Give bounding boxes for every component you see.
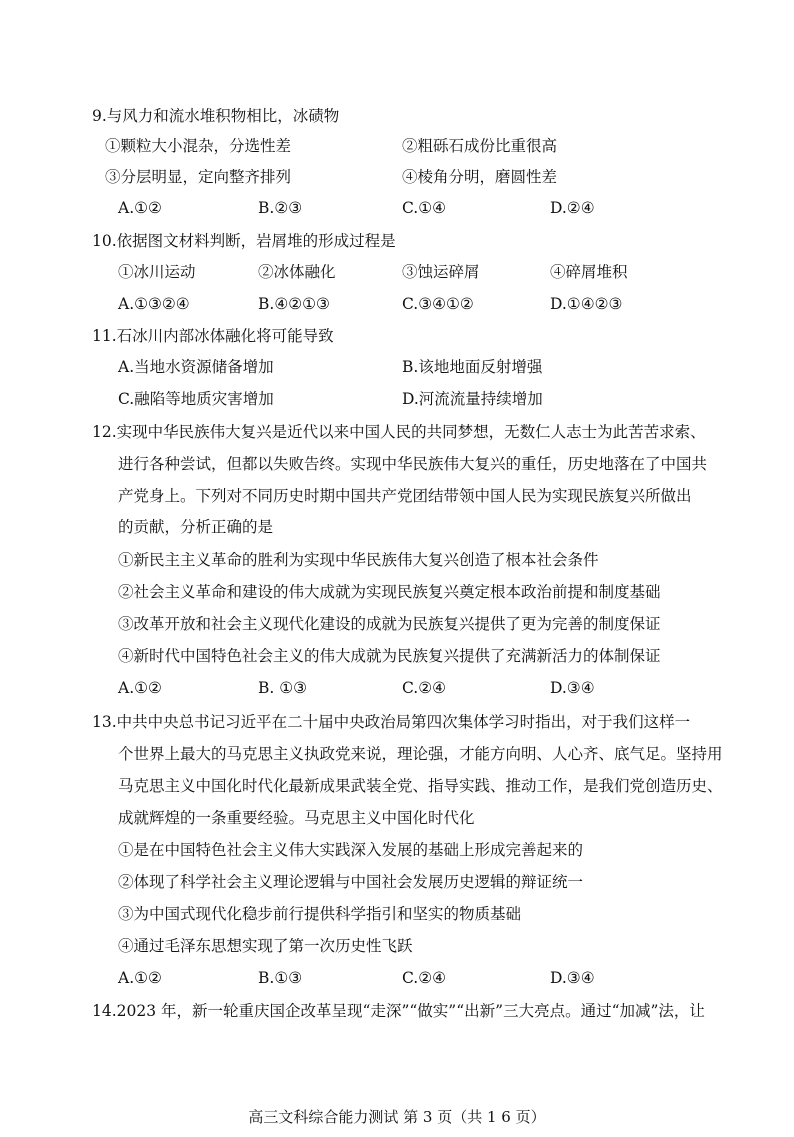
- question-12-line-3: 产党身上。下列对不同历史时期中国共产党团结带领中国人民为实现民族复兴所做出: [118, 487, 692, 505]
- question-13-line-4: 成就辉煌的一条重要经验。马克思主义中国化时代化: [118, 809, 475, 827]
- q13-choice-d: D.③④: [550, 969, 595, 987]
- question-10-stem: 10.依据图文材料判断，岩屑堆的形成过程是: [92, 232, 396, 250]
- q9-choice-d: D.②④: [550, 199, 595, 217]
- question-11-stem: 11.石冰川内部冰体融化将可能导致: [92, 327, 334, 345]
- q9-item-3: ③分层明显，定向整齐排列: [105, 168, 292, 186]
- q13-choice-a: A.①②: [118, 969, 162, 987]
- q13-choice-c: C.②④: [402, 969, 447, 987]
- q11-choice-d: D.河流流量持续增加: [402, 390, 543, 408]
- q12-choice-c: C.②④: [402, 679, 447, 697]
- q10-item-3: ③蚀运碎屑: [402, 263, 480, 281]
- question-11-choices-row-2: [0, 389, 794, 409]
- question-13-line-2: 个世界上最大的马克思主义执政党来说，理论强，才能方向明、人心齐、底气足。坚持用: [118, 745, 723, 763]
- q9-item-1: ①颗粒大小混杂，分选性差: [105, 137, 292, 155]
- question-9-items-row-2: [0, 167, 794, 187]
- q12-item-4: ④新时代中国特色社会主义的伟大成就为民族复兴提供了充满新活力的体制保证: [118, 647, 661, 665]
- q10-item-4: ④碎屑堆积: [550, 263, 628, 281]
- q9-choice-b: B.②③: [258, 199, 303, 217]
- q12-choice-d: D.③④: [550, 679, 595, 697]
- q11-choice-b: B.该地地面反射增强: [402, 358, 543, 376]
- q11-choice-a: A.当地水资源储备增加: [118, 358, 274, 376]
- q10-item-1: ①冰川运动: [118, 263, 196, 281]
- page-footer: 高三文科综合能力测试 第 3 页（共 1 6 页）: [248, 1108, 546, 1126]
- q10-item-2: ②冰体融化: [258, 263, 336, 281]
- q11-choice-c: C.融陷等地质灾害增加: [118, 390, 274, 408]
- q13-item-3: ③为中国式现代化稳步前行提供科学指引和坚实的物质基础: [118, 905, 522, 923]
- question-12-line-4: 的贡献，分析正确的是: [118, 518, 274, 536]
- q9-choice-a: A.①②: [118, 199, 162, 217]
- q9-choice-c: C.①④: [402, 199, 447, 217]
- q12-item-2: ②社会主义革命和建设的伟大成就为实现民族复兴奠定根本政治前提和制度基础: [118, 583, 661, 601]
- question-10-items: [0, 262, 794, 282]
- q13-item-4: ④通过毛泽东思想实现了第一次历史性飞跃: [118, 937, 413, 955]
- q12-item-1: ①新民主主义革命的胜利为实现中华民族伟大复兴创造了根本社会条件: [118, 551, 599, 569]
- question-12-line-1: 12.实现中华民族伟大复兴是近代以来中国人民的共同梦想，无数仁人志士为此苦苦求索、: [92, 423, 706, 441]
- q13-item-2: ②体现了科学社会主义理论逻辑与中国社会发展历史逻辑的辩证统一: [118, 873, 584, 891]
- question-11-choices-row-1: [0, 357, 794, 377]
- question-12-choices: [0, 678, 794, 698]
- question-10-choices: [0, 294, 794, 314]
- q9-item-2: ②粗砾石成份比重很高: [402, 137, 558, 155]
- question-9-stem: 9.与风力和流水堆积物相比，冰碛物: [92, 107, 340, 125]
- question-12-line-2: 进行各种尝试，但都以失败告终。实现中华民族伟大复兴的重任，历史地落在了中国共: [118, 455, 708, 473]
- q12-choice-a: A.①②: [118, 679, 162, 697]
- question-9-items-row-1: [0, 136, 794, 156]
- question-13-choices: [0, 968, 794, 988]
- question-13-line-1: 13.中共中央总书记习近平在二十届中央政治局第四次集体学习时指出，对于我们这样一: [92, 713, 691, 731]
- q13-choice-b: B.①③: [258, 969, 303, 987]
- q9-item-4: ④棱角分明，磨圆性差: [402, 168, 558, 186]
- q10-choice-a: A.①③②④: [118, 295, 190, 313]
- question-13-line-3: 马克思主义中国化时代化最新成果武装全党、指导实践、推动工作，是我们党创造历史、: [118, 777, 723, 795]
- q12-choice-b: B. ①③: [258, 679, 308, 697]
- question-14-stem: 14.2023 年，新一轮重庆国企改革呈现“走深”“做实”“出新”三大亮点。通过“加减”法，让: [92, 1002, 705, 1020]
- question-9-choices: [0, 198, 794, 218]
- q13-item-1: ①是在中国特色社会主义伟大实践深入发展的基础上形成完善起来的: [118, 841, 584, 859]
- q12-item-3: ③改革开放和社会主义现代化建设的成就为民族复兴提供了更为完善的制度保证: [118, 615, 661, 633]
- q10-choice-d: D.①④②③: [550, 295, 623, 313]
- q10-choice-b: B.④②①③: [258, 295, 330, 313]
- q10-choice-c: C.③④①②: [402, 295, 474, 313]
